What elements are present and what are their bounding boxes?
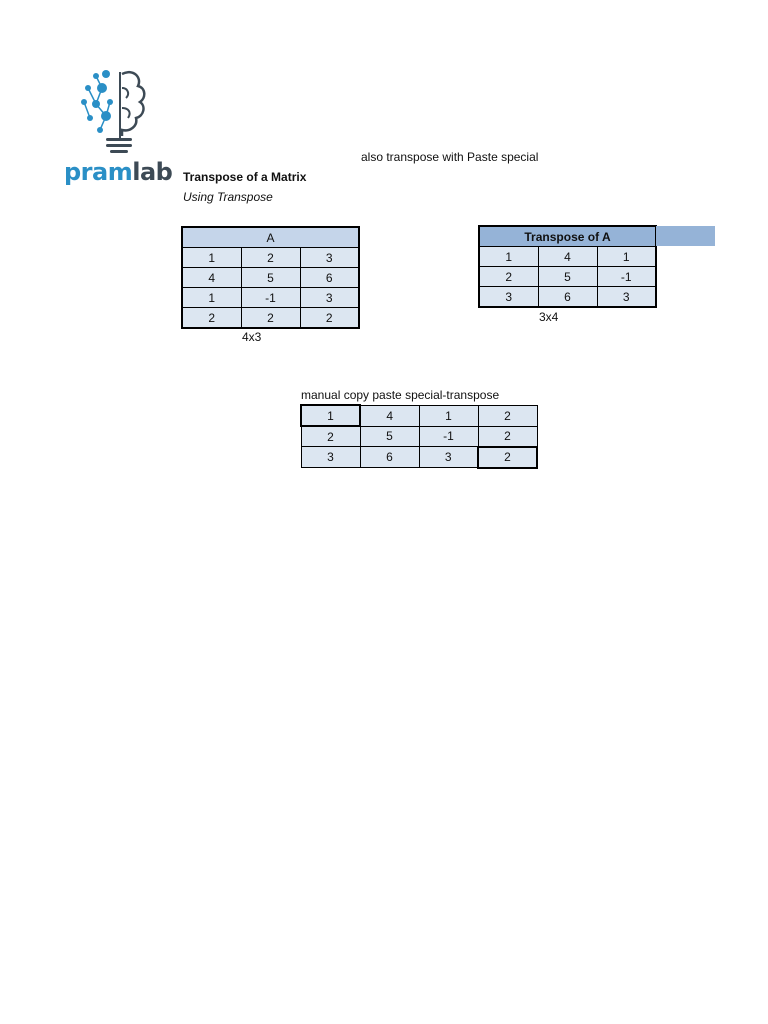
table-cell[interactable]: 3 xyxy=(300,288,359,308)
table-cell[interactable]: 3 xyxy=(419,447,478,468)
table-row xyxy=(479,267,656,287)
table-row xyxy=(182,268,359,288)
table-cell[interactable]: -1 xyxy=(597,267,656,287)
table-cell[interactable]: 2 xyxy=(300,308,359,329)
table-cell[interactable]: 2 xyxy=(479,267,538,287)
table-cell[interactable]: 6 xyxy=(360,447,419,468)
table-cell[interactable]: -1 xyxy=(241,288,300,308)
table-cell[interactable]: 3 xyxy=(300,248,359,268)
table-row xyxy=(479,287,656,308)
table-cell[interactable]: 6 xyxy=(300,268,359,288)
table-cell[interactable]: 2 xyxy=(478,405,537,426)
table-cell[interactable]: 1 xyxy=(479,247,538,267)
table-cell[interactable]: 2 xyxy=(241,248,300,268)
table-cell[interactable]: -1 xyxy=(419,426,478,447)
matrix-a-header: A xyxy=(182,227,359,248)
table-cell[interactable]: 1 xyxy=(182,248,241,268)
table-row xyxy=(301,405,537,426)
table-cell[interactable]: 2 xyxy=(241,308,300,329)
table-row xyxy=(479,247,656,267)
table-cell[interactable]: 3 xyxy=(301,447,360,468)
table-cell[interactable]: 1 xyxy=(419,405,478,426)
table-cell[interactable]: 4 xyxy=(182,268,241,288)
table-cell[interactable]: 1 xyxy=(597,247,656,267)
table-cell[interactable]: 2 xyxy=(182,308,241,329)
table-cell[interactable]: 2 xyxy=(478,447,537,468)
paste-special-note: also transpose with Paste special xyxy=(361,150,539,164)
pramlab-logo xyxy=(62,66,172,190)
matrix-transpose-dimension: 3x4 xyxy=(539,310,559,324)
table-row xyxy=(182,248,359,268)
table-row xyxy=(182,308,359,329)
manual-transpose-label: manual copy paste special-transpose xyxy=(301,388,500,402)
table-cell[interactable]: 6 xyxy=(538,287,597,308)
table-cell[interactable]: 3 xyxy=(479,287,538,308)
matrix-transpose-table xyxy=(478,225,657,308)
matrix-a-table xyxy=(181,226,360,329)
table-cell[interactable]: 4 xyxy=(360,405,419,426)
lightbulb-brain-icon xyxy=(62,66,172,158)
table-cell[interactable]: 1 xyxy=(301,405,360,426)
brand-name xyxy=(64,160,172,184)
matrix-a-dimension: 4x3 xyxy=(242,330,262,344)
table-cell[interactable]: 3 xyxy=(597,287,656,308)
table-cell[interactable]: 2 xyxy=(478,426,537,447)
table-row xyxy=(301,447,537,468)
manual-transpose-table xyxy=(300,404,538,469)
table-cell[interactable]: 5 xyxy=(538,267,597,287)
table-cell[interactable]: 1 xyxy=(182,288,241,308)
matrix-transpose-header: Transpose of A xyxy=(479,226,656,247)
brand-name-part1: pram xyxy=(64,158,133,186)
table-cell[interactable]: 4 xyxy=(538,247,597,267)
page-subtitle: Using Transpose xyxy=(183,190,273,204)
header-fill-extension xyxy=(656,226,715,246)
page-title: Transpose of a Matrix xyxy=(183,170,307,184)
table-row xyxy=(182,288,359,308)
table-cell[interactable]: 5 xyxy=(241,268,300,288)
brand-name-part2: lab xyxy=(132,158,173,186)
table-row xyxy=(301,426,537,447)
table-cell[interactable]: 5 xyxy=(360,426,419,447)
table-cell[interactable]: 2 xyxy=(301,426,360,447)
